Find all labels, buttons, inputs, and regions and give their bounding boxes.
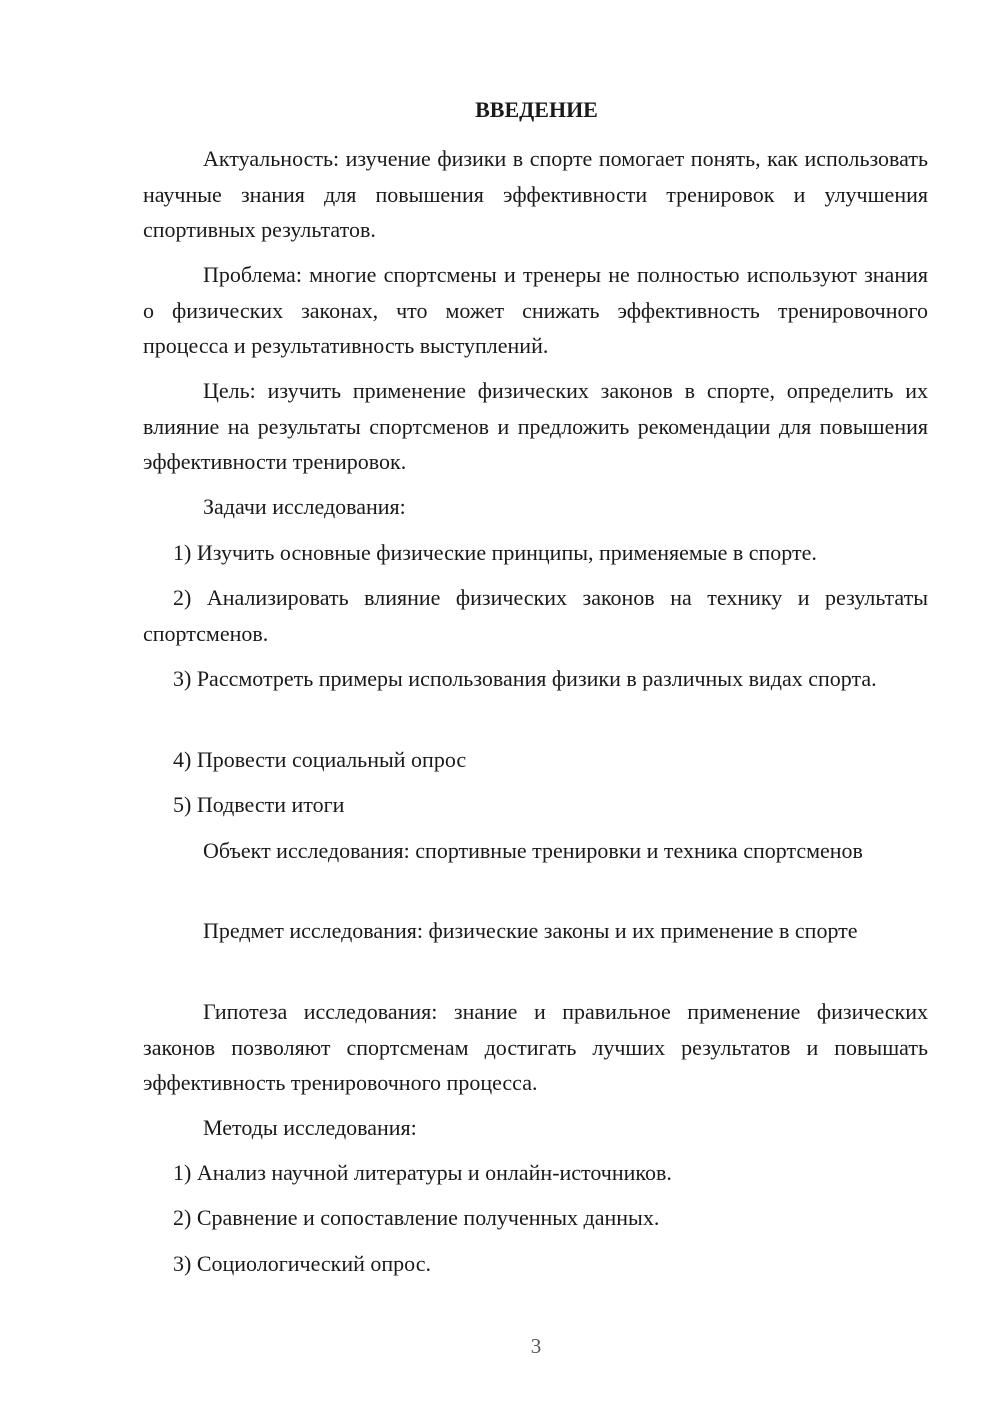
list-item-method-1: 1) Анализ научной литературы и онлайн-источников. <box>173 1160 672 1185</box>
paragraph-relevance: Актуальность: изучение физики в спорте помогает понять, как использовать научные знания для повышения эффективности тренировок и улучшения спортивных результатов. <box>143 146 928 242</box>
list-item-task-3: 3) Рассмотреть примеры использования физики в различных видах спорта. <box>173 666 877 691</box>
list-item-task-2: 2) Анализировать влияние физических законов на технику и результаты спортсменов. <box>143 585 928 646</box>
page-title: ВВЕДЕНИЕ <box>475 97 598 122</box>
list-item-task-4: 4) Провести социальный опрос <box>173 747 467 772</box>
paragraph-subject: Предмет исследования: физические законы и их применение в спорте <box>203 918 858 943</box>
list-item-task-1: 1) Изучить основные физические принципы, применяемые в спорте. <box>173 540 817 565</box>
paragraph-hypothesis: Гипотеза исследования: знание и правильное применение физических законов позволяют спортсменам достигать лучших результатов и повышать эффективность тренировочного процесса. <box>143 999 928 1095</box>
paragraph-object: Объект исследования: спортивные тренировки и техника спортсменов <box>203 838 863 863</box>
paragraph-problem: Проблема: многие спортсмены и тренеры не полностью используют знания о физических законах, что может снижать эффективность тренировочного процесса и результативность выступлений. <box>143 262 928 358</box>
list-item-method-2: 2) Сравнение и сопоставление полученных данных. <box>173 1205 660 1230</box>
paragraph-tasks-heading: Задачи исследования: <box>203 494 406 519</box>
list-item-task-5: 5) Подвести итоги <box>173 792 345 817</box>
paragraph-methods-heading: Методы исследования: <box>203 1115 417 1140</box>
paragraph-goal: Цель: изучить применение физических законов в спорте, определить их влияние на результаты спортсменов и предложить рекомендации для повышения эффективности тренировок. <box>143 378 928 474</box>
list-item-method-3: 3) Социологический опрос. <box>173 1251 431 1276</box>
page-number: 3 <box>530 1334 542 1358</box>
